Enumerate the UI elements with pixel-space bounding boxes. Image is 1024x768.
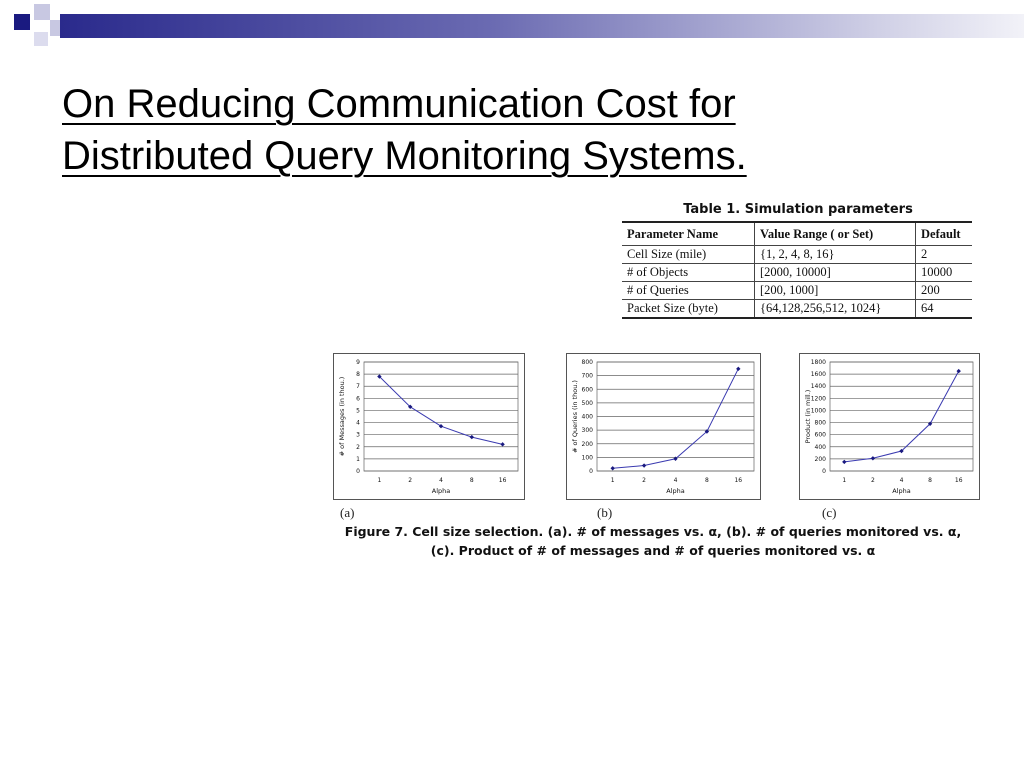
- y-tick-label: 400: [581, 413, 593, 421]
- x-tick-label: 1: [610, 477, 615, 484]
- y-tick-label: 2: [356, 443, 360, 451]
- header-band: [60, 14, 1024, 38]
- y-tick-label: 0: [356, 468, 360, 475]
- x-axis-label: Alpha: [431, 487, 451, 495]
- figure-caption-line-1: Figure 7. Cell size selection. (a). # of messages vs. α, (b). # of queries monitored vs. α,: [344, 524, 962, 539]
- y-tick-label: 200: [814, 455, 826, 463]
- x-tick-label: 1: [377, 477, 382, 484]
- table-cell: 2: [916, 246, 973, 264]
- y-tick-label: 800: [581, 359, 593, 366]
- subcaption-c: (c): [822, 505, 837, 520]
- x-axis-label: Alpha: [666, 487, 685, 495]
- y-tick-label: 600: [581, 386, 593, 394]
- slide-title: [62, 78, 747, 182]
- simulation-parameters-table: [622, 221, 972, 319]
- y-tick-label: 1400: [810, 383, 826, 391]
- table-header-cell: Value Range ( or Set): [755, 222, 916, 246]
- table-cell: 64: [916, 300, 973, 319]
- y-axis-label: Product (in mill.): [804, 389, 812, 444]
- y-tick-label: 1200: [810, 395, 826, 403]
- y-axis-label: # of Messages (in thou.): [338, 376, 346, 457]
- y-tick-label: 6: [356, 395, 360, 403]
- chart-messages-vs-alpha: [333, 353, 525, 500]
- y-axis-label: # of Queries (in thou.): [571, 380, 579, 453]
- figure-caption: [318, 522, 988, 560]
- corner-square-light-1: [34, 4, 50, 20]
- y-tick-label: 3: [356, 431, 360, 439]
- chart-svg-b: [567, 354, 760, 499]
- subcaption-a: (a): [340, 505, 355, 520]
- table-row: [622, 246, 972, 264]
- y-tick-label: 8: [356, 371, 360, 379]
- table-cell: Packet Size (byte): [622, 300, 755, 319]
- chart-svg-a: [334, 354, 524, 499]
- x-tick-label: 8: [928, 477, 933, 484]
- y-tick-label: 300: [581, 427, 593, 435]
- y-tick-label: 1000: [810, 407, 826, 415]
- plot-area: [364, 362, 518, 471]
- table-cell: [200, 1000]: [755, 282, 916, 300]
- x-tick-label: 1: [842, 477, 847, 484]
- chart-queries-vs-alpha: [566, 353, 761, 500]
- x-tick-label: 4: [899, 477, 904, 484]
- y-tick-label: 1600: [810, 371, 826, 379]
- y-tick-label: 200: [581, 440, 593, 448]
- x-tick-label: 16: [954, 477, 963, 484]
- table-cell: {64,128,256,512, 1024}: [755, 300, 916, 319]
- table-row: [622, 300, 972, 319]
- table-row: [622, 282, 972, 300]
- x-tick-label: 16: [498, 477, 507, 484]
- x-tick-label: 8: [469, 477, 474, 484]
- y-tick-label: 5: [356, 407, 360, 415]
- y-tick-label: 0: [822, 468, 826, 475]
- chart-product-vs-alpha: [799, 353, 980, 500]
- table-cell: [2000, 10000]: [755, 264, 916, 282]
- table-cell: Cell Size (mile): [622, 246, 755, 264]
- x-tick-label: 2: [642, 477, 647, 484]
- slide-title-line-2: Distributed Query Monitoring Systems.: [62, 134, 747, 178]
- y-tick-label: 400: [814, 443, 826, 451]
- table-cell: 200: [916, 282, 973, 300]
- subcaption-b: (b): [597, 505, 613, 520]
- corner-square-light-3: [34, 32, 48, 46]
- x-tick-label: 8: [704, 477, 709, 484]
- y-tick-label: 7: [356, 383, 360, 391]
- table-row: [622, 264, 972, 282]
- y-tick-label: 800: [814, 419, 826, 427]
- table-cell: {1, 2, 4, 8, 16}: [755, 246, 916, 264]
- y-tick-label: 1: [356, 455, 360, 463]
- y-tick-label: 9: [356, 359, 360, 366]
- x-tick-label: 2: [408, 477, 413, 484]
- y-tick-label: 4: [356, 419, 360, 427]
- chart-svg-c: [800, 354, 979, 499]
- x-tick-label: 4: [439, 477, 443, 484]
- y-tick-label: 0: [589, 468, 593, 475]
- table-cell: 10000: [916, 264, 973, 282]
- table-cell: # of Objects: [622, 264, 755, 282]
- x-tick-label: 16: [734, 477, 743, 484]
- corner-square-dark-1: [14, 14, 30, 30]
- table-header-row: [622, 222, 972, 246]
- y-tick-label: 1800: [810, 359, 826, 366]
- table-caption: Table 1. Simulation parameters: [683, 202, 913, 217]
- plot-area: [830, 362, 973, 471]
- y-tick-label: 700: [581, 372, 593, 380]
- figure-caption-line-2: (c). Product of # of messages and # of queries monitored vs. α: [430, 543, 876, 558]
- x-tick-label: 2: [870, 477, 875, 484]
- table-header-cell: Default: [916, 222, 973, 246]
- slide-title-line-1: On Reducing Communication Cost for: [62, 82, 736, 126]
- x-axis-label: Alpha: [892, 487, 911, 495]
- y-tick-label: 600: [814, 431, 826, 439]
- y-tick-label: 100: [581, 454, 593, 462]
- y-tick-label: 500: [581, 399, 593, 407]
- table-cell: # of Queries: [622, 282, 755, 300]
- x-tick-label: 4: [673, 477, 678, 484]
- table-header-cell: Parameter Name: [622, 222, 755, 246]
